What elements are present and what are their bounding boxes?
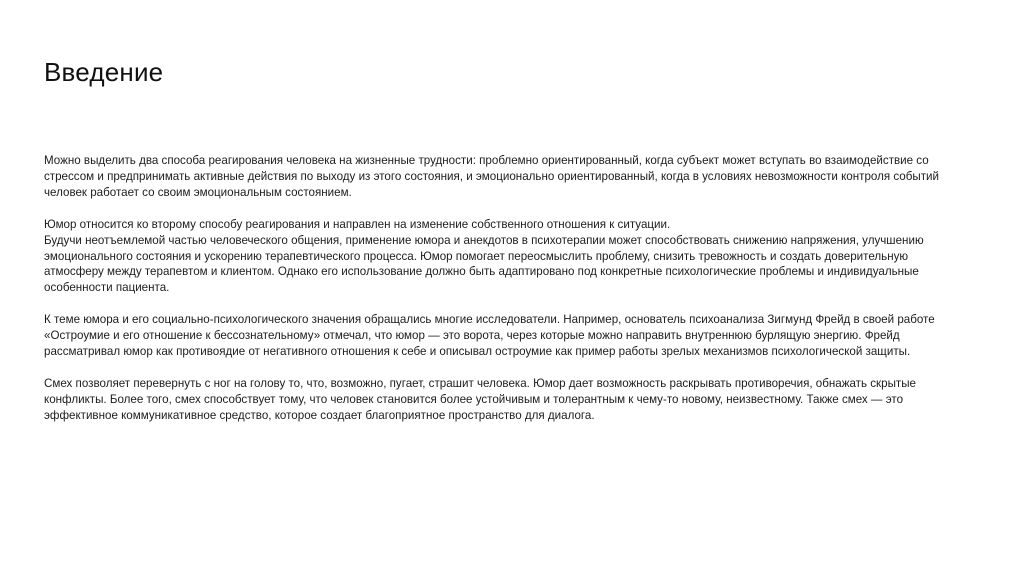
paragraph-spacer: [44, 360, 964, 376]
text-line: конфликты. Более того, смех способствует тому, что человек становится более устойчивым и толерантным к чему-то новому, неизвестному. Также смех — это: [44, 392, 904, 406]
text-line: «Остроумие и его отношение к бессознательному» отмечал, что юмор — это ворота, через которые можно направить внутреннюю бурлящую энергию. Фрейд: [44, 329, 900, 343]
text-line: эмоционального состояния и ускорению терапевтического процесса. Юмор помогает переосмыслить проблему, снизить тревожность и создать доверительную: [44, 249, 909, 263]
paragraph-humor-in-therapy: [44, 217, 964, 297]
text-line: эффективное коммуникативное средство, которое создает благоприятное пространство для диалога.: [44, 408, 595, 422]
slide-title: Введение: [44, 57, 164, 87]
text-line: особенности пациента.: [44, 281, 170, 295]
paragraph-spacer: [44, 201, 964, 217]
text-line: человек работает со своим эмоциональным состоянием.: [44, 185, 352, 199]
text-line: Юмор относится ко второму способу реагирования и направлен на изменение собственного отношения к ситуации.: [44, 217, 671, 231]
text-line: Смех позволяет перевернуть с ног на голову то, что, возможно, пугает, страшит человека. Юмор дает возможность раскрывать противоречия, обнажать скрытые: [44, 376, 916, 390]
paragraph-laughter: [44, 376, 964, 424]
slide-body: [44, 153, 964, 424]
text-line: атмосферу между терапевтом и клиентом. Однако его использование должно быть адаптировано под конкретные психологические проблемы и индивидуальные: [44, 265, 919, 279]
paragraph-coping-strategies: [44, 153, 964, 201]
paragraph-freud: [44, 312, 964, 360]
text-line: Будучи неотъемлемой частью человеческого общения, применение юмора и анекдотов в психотерапии может способствовать снижению напряжения, улучшению: [44, 233, 924, 247]
text-line: К теме юмора и его социально-психологического значения обращались многие исследователи. Например, основатель психоанализа Зигмунд Фрейд в своей работе: [44, 313, 935, 327]
text-line: Можно выделить два способа реагирования человека на жизненные трудности: проблемно ориентированный, когда субъект может вступать во взаимодействие со: [44, 154, 929, 167]
text-line: рассматривал юмор как противоядие от негативного отношения к себе и описывал остроумие как пример работы зрелых механизмов психологической защиты.: [44, 345, 911, 359]
text-line: стрессом и предпринимать активные действия по выходу из этого состояния, и эмоционально ориентированный, когда в условиях невозможности контроля событий: [44, 169, 939, 183]
paragraph-spacer: [44, 296, 964, 312]
